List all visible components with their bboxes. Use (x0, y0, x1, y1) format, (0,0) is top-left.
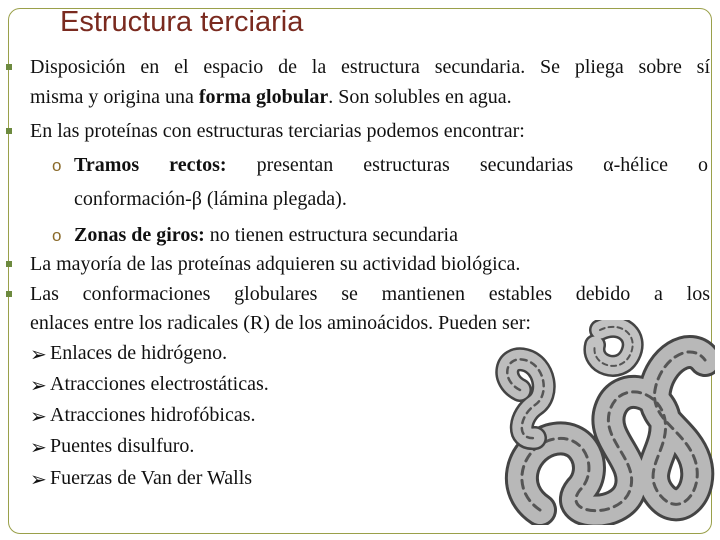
paragraph-1-line-2: misma y origina una forma globular. Son solubles en agua. (30, 86, 512, 108)
list-item: Fuerzas de Van der Walls (50, 467, 253, 489)
list-item: Enlaces de hidrógeno. (50, 342, 228, 364)
square-bullet-icon (6, 261, 12, 267)
arrowhead-bullet-icon: ➢ (30, 344, 47, 366)
arrowhead-bullet-icon: ➢ (30, 406, 47, 428)
sub-item-1-line-2: conformación-β (lámina plegada). (74, 188, 347, 210)
paragraph-3: La mayoría de las proteínas adquieren su actividad biológica. (30, 253, 521, 275)
circle-bullet-icon: o (52, 156, 62, 175)
arrowhead-bullet-icon: ➢ (30, 437, 47, 459)
sub-item-2: Zonas de giros: no tienen estructura secundaria (74, 224, 458, 246)
square-bullet-icon (6, 64, 12, 70)
list-item: Puentes disulfuro. (50, 435, 195, 457)
list-item: Atracciones hidrofóbicas. (50, 404, 256, 426)
list-item: Atracciones electrostáticas. (50, 373, 269, 395)
protein-ribbon-figure (490, 320, 715, 525)
circle-bullet-icon: o (52, 226, 62, 245)
slide-title: Estructura terciaria (60, 6, 304, 38)
arrowhead-bullet-icon: ➢ (30, 469, 47, 491)
square-bullet-icon (6, 128, 12, 134)
square-bullet-icon (6, 291, 12, 297)
paragraph-4-line-2: enlaces entre los radicales (R) de los aminoácidos. Pueden ser: (30, 312, 531, 334)
sub-item-1-line-1: Tramos rectos: presentan estructuras secundarias α-hélice o (74, 154, 708, 176)
paragraph-2: En las proteínas con estructuras terciarias podemos encontrar: (30, 120, 525, 142)
paragraph-1-line-1: Disposición en el espacio de la estructura secundaria. Se pliega sobre sí (30, 56, 710, 78)
paragraph-4-line-1: Las conformaciones globulares se mantienen estables debido a los (30, 283, 710, 305)
arrowhead-bullet-icon: ➢ (30, 375, 47, 397)
